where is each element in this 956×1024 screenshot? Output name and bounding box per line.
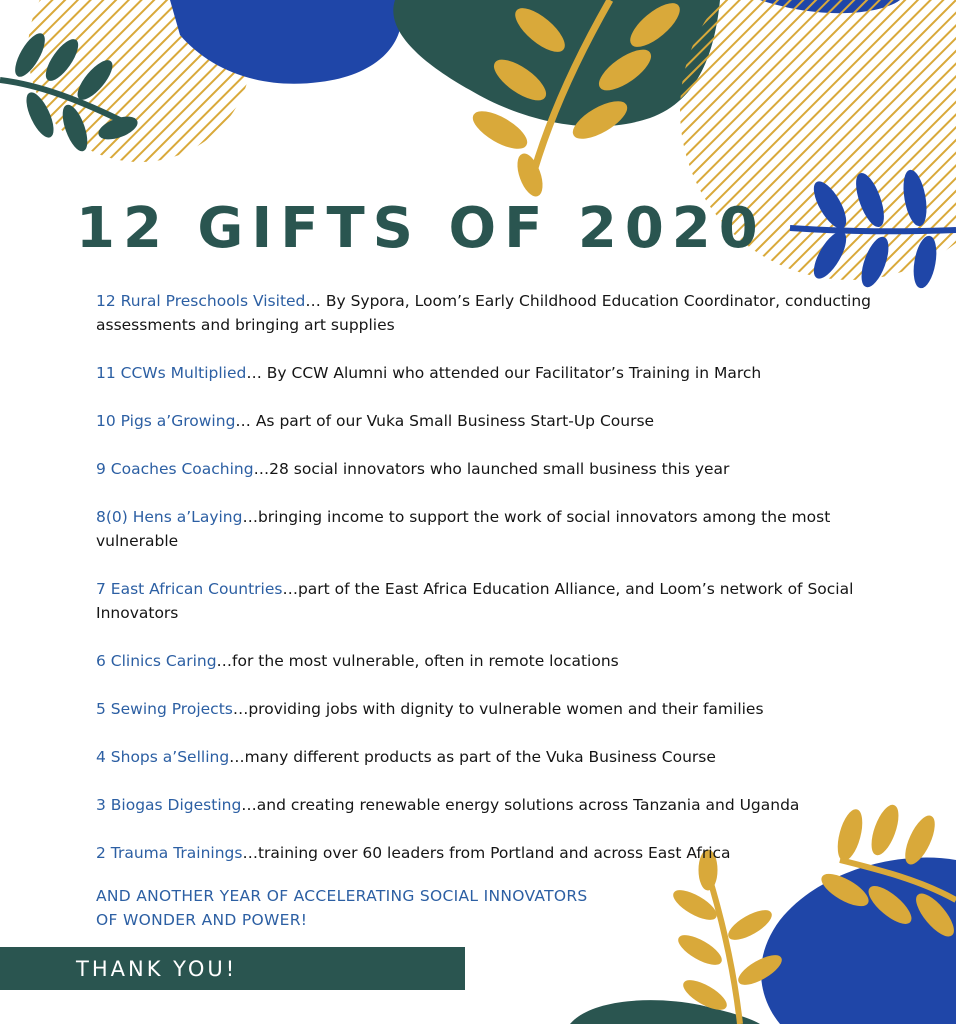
item-lead: 3 Biogas Digesting (96, 796, 242, 814)
item-description: …bringing income to support the work of social innovators among the most vulnerable (96, 508, 831, 550)
thank-you-text: THANK YOU! (76, 956, 238, 981)
item-description: … By Sypora, Loom’s Early Childhood Education Coordinator, conducting assessments and bringing art supplies (96, 292, 872, 334)
item-description: …part of the East Africa Education Alliance, and Loom’s network of Social Innovators (96, 580, 854, 622)
list-item (96, 505, 896, 553)
closing-line-2: OF WONDER AND POWER! (96, 911, 308, 929)
item-description: …many different products as part of the Vuka Business Course (229, 748, 716, 766)
item-lead: 12 Rural Preschools Visited (96, 292, 306, 310)
list-item (96, 745, 896, 769)
item-lead: 2 Trauma Trainings (96, 844, 243, 862)
item-lead: 4 Shops a’Selling (96, 748, 230, 766)
item-lead: 10 Pigs a’Growing (96, 412, 236, 430)
list-item (96, 793, 896, 817)
gifts-list (96, 289, 896, 889)
list-item (96, 457, 896, 481)
list-item (96, 841, 896, 865)
page-title: 12 GIFTS OF 2020 (76, 196, 766, 261)
item-lead: 9 Coaches Coaching (96, 460, 254, 478)
item-lead: 5 Sewing Projects (96, 700, 233, 718)
item-description: … By CCW Alumni who attended our Facilitator’s Training in March (246, 364, 762, 382)
list-item (96, 649, 896, 673)
green-blob-bottom (570, 1000, 760, 1024)
list-item (96, 289, 896, 337)
item-lead: 8(0) Hens a’Laying (96, 508, 243, 526)
item-lead: 7 East African Countries (96, 580, 283, 598)
list-item (96, 697, 896, 721)
list-item (96, 409, 896, 433)
closing-line-1: AND ANOTHER YEAR OF ACCELERATING SOCIAL INNOVATORS (96, 887, 588, 905)
closing-message (96, 884, 696, 932)
item-description: …providing jobs with dignity to vulnerable women and their families (232, 700, 764, 718)
thank-you-banner (0, 947, 465, 990)
item-description: …for the most vulnerable, often in remote locations (216, 652, 619, 670)
item-description: …training over 60 leaders from Portland and across East Africa (242, 844, 731, 862)
item-description: … As part of our Vuka Small Business Start-Up Course (235, 412, 655, 430)
item-description: …28 social innovators who launched small business this year (253, 460, 730, 478)
list-item (96, 577, 896, 625)
item-description: …and creating renewable energy solutions across Tanzania and Uganda (241, 796, 800, 814)
item-lead: 11 CCWs Multiplied (96, 364, 247, 382)
item-lead: 6 Clinics Caring (96, 652, 217, 670)
list-item (96, 361, 896, 385)
